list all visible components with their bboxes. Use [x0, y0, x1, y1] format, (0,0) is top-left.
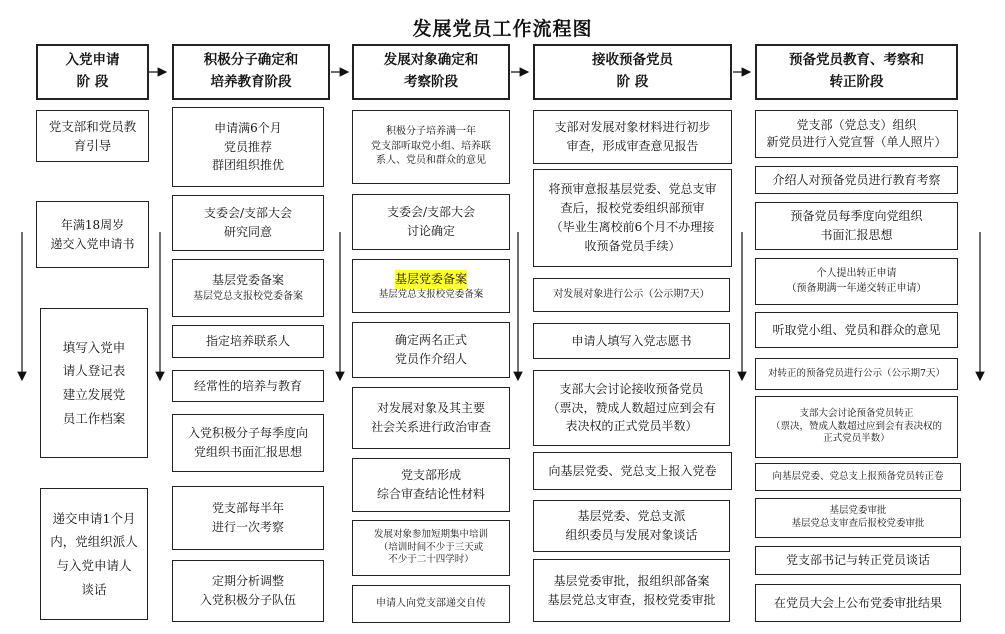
step-recommendation: 申请满6个月 党员推荐 群团组织推优 [172, 107, 324, 187]
step-assign-contact: 指定培养联系人 [172, 325, 324, 358]
step-assign-introducers: 确定两名正式 党员作介绍人 [352, 322, 510, 378]
step-register-file: 填写入党申 请人登记表 建立发展党 员工作档案 [40, 308, 148, 458]
stage-header-activist: 积极分子确定和 培养教育阶段 [172, 44, 330, 100]
step-applicant-talk: 递交申请1个月 内，党组织派人 与入党申请人 谈话 [40, 488, 148, 620]
step-collect-opinions: 积极分子培养满一年 党支部听取党小组、培养联 系人、党员和群众的意见 [352, 110, 510, 184]
step-committee-confirm: 支委会/支部大会 讨论确定 [352, 194, 510, 250]
step-committee-talk: 基层党委、党总支派 组织委员与发展对象谈话 [533, 500, 730, 552]
step-submit-autobiography: 申请人向党支部递交自传 [352, 585, 510, 623]
step-submit-application: 年满18周岁 递交入党申请书 [36, 201, 149, 268]
stage-header-full-member: 预备党员教育、考察和 转正阶段 [755, 44, 958, 100]
step-public-notice: 对发展对象进行公示（公示期7天） [533, 278, 730, 312]
step-regularization-request: 个人提出转正申请 （预备期满一年递交转正申请） [755, 258, 958, 305]
step-regularization-approval: 基层党委审批 基层党总支审查后报校党委审批 [755, 498, 961, 538]
step-secretary-talk: 党支部书记与转正党员谈话 [755, 546, 961, 575]
record-filing-2-main: 基层党委备案 [395, 270, 467, 289]
step-regularization-vote: 支部大会讨论预备党员转正 （票决，赞成人数超过应到会有表决权的 正式党员半数） [755, 396, 958, 458]
step-pre-approval: 将预审意报基层党委、党总支审 查后，报校党委组织部预审 （毕业生离校前6个月不办理接 收预备党员手续） [533, 169, 732, 267]
step-submit-dossier: 向基层党委、党总支上报入党卷 [533, 452, 732, 490]
record-filing-main: 基层党委备案 [211, 273, 284, 288]
step-record-filing-2 [352, 259, 510, 313]
step-branch-vote: 支部大会讨论接收预备党员 （票决，赞成人数超过应到会有 表决权的正式党员半数） [533, 370, 730, 446]
step-committee-approve: 支委会/支部大会 研究同意 [172, 195, 324, 251]
step-regularization-notice: 对转正的预备党员进行公示（公示期7天） [755, 358, 958, 390]
step-quarterly-report-2: 预备党员每季度向党组织 书面汇报思想 [755, 202, 958, 250]
step-final-approval: 基层党委审批，报组织部备案 基层党总支审查，报校党委审批 [533, 559, 730, 622]
stage-header-candidate: 发展对象确定和 考察阶段 [352, 44, 510, 100]
step-team-adjust: 定期分析调整 入党积极分子队伍 [172, 560, 324, 622]
step-oath: 党支部（党总支）组织 新党员进行入党宣誓（单人照片） [755, 110, 958, 158]
step-regular-training: 经常性的培养与教育 [172, 370, 324, 402]
step-announce-result: 在党员大会上公布党委审批结果 [755, 584, 961, 622]
step-half-year-review: 党支部每半年 进行一次考察 [172, 486, 324, 550]
step-short-training: 发展对象参加短期集中培训 （培训时间不少于三天或 不少于二十四学时） [352, 520, 510, 576]
step-hear-opinions: 听取党小组、党员和群众的意见 [755, 312, 958, 348]
page-title: 发展党员工作流程图 [412, 18, 593, 40]
step-introducer-education: 介绍人对预备党员进行教育考察 [755, 166, 958, 194]
step-political-review: 对发展对象及其主要 社会关系进行政治审查 [352, 387, 510, 449]
step-review-conclusion: 党支部形成 综合审查结论性材料 [352, 458, 510, 512]
step-submit-regularization: 向基层党委、党总支上报预备党员转正卷 [755, 463, 961, 491]
step-education-guidance: 党支部和党员教 育引导 [36, 110, 149, 162]
step-application-form: 申请人填写入党志愿书 [533, 323, 730, 359]
step-preliminary-review: 支部对发展对象材料进行初步 审查，形成审查意见报告 [533, 110, 732, 164]
step-record-filing [172, 259, 324, 317]
stage-header-probationary: 接收预备党员 阶 段 [533, 44, 732, 100]
record-filing-sub: 基层党总支报校党委备案 [193, 291, 303, 303]
record-filing-2-sub: 基层党总支报校党委备案 [378, 288, 484, 300]
step-quarterly-report: 入党积极分子每季度向 党组织书面汇报思想 [172, 414, 324, 472]
stage-header-application: 入党申请 阶 段 [36, 44, 149, 100]
